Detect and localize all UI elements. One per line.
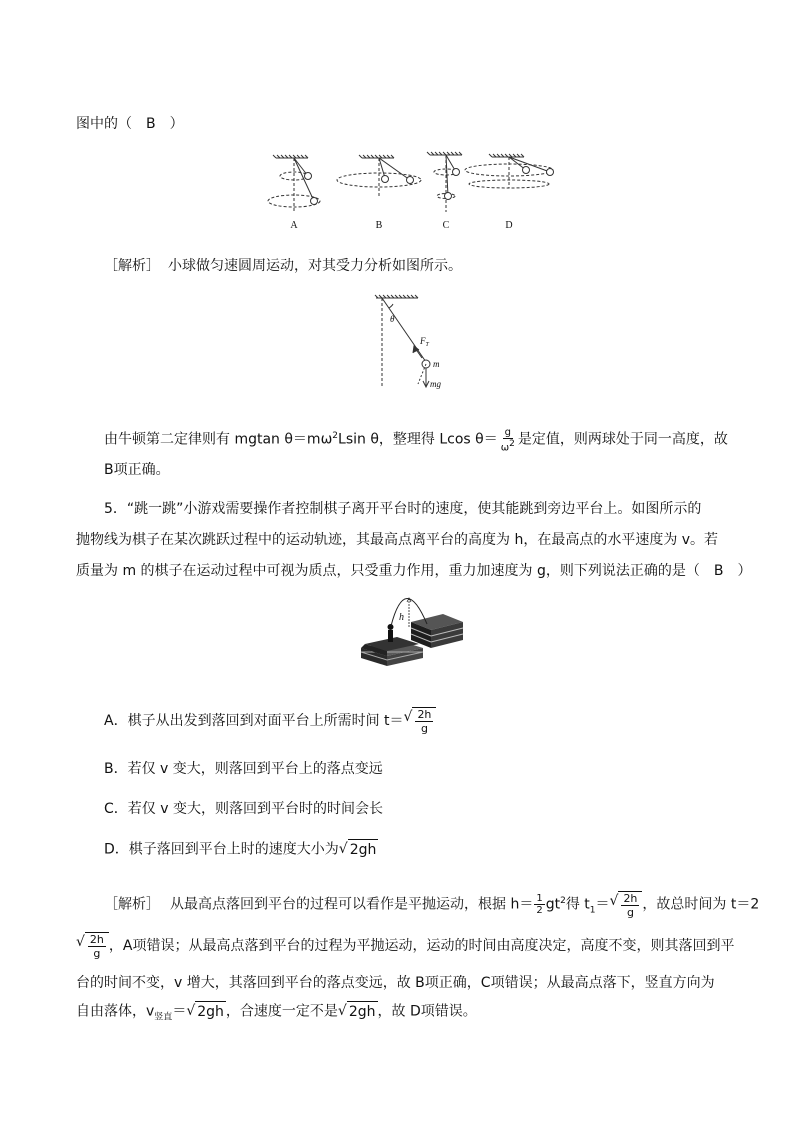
solution-tag: ［解析］: [104, 896, 160, 913]
solution-2-line-2: √ $\frac{2h}{g}$ ，A项错误；从最高点落到平台的过程为平抛运动，运动的时间由高度决定，高度不变，则其落回到平: [76, 933, 735, 960]
q5-line-3: 质量为 m 的棋子在运动过程中可视为质点，只受重力作用，重力加速度为 g，则下列说法正确的是（ B ）: [76, 563, 752, 579]
solution-2-line-1: ［解析］ 从最高点落回到平台的过程可以看作是平抛运动，根据 h＝ $\frac{1}{2}$ $gt^2$得 $t_1=$ √ $\frac{2h}{g}$ ，故总时间为 t＝2: [104, 891, 760, 919]
option-c: C．若仅 v 变大，则落回到平台时的时间会长: [104, 801, 383, 817]
newton-law-line-2: B项正确。: [104, 462, 170, 478]
solution-1-text: 小球做匀速圆周运动，对其受力分析如图所示。: [168, 258, 462, 274]
question-tail: 图中的（ B ）: [76, 116, 184, 132]
solution-2-line-4: 自由落体，$v_{竖直}=$ √ 2gh ，合速度一定不是 √ 2gh ，故 D项错误。: [76, 1003, 477, 1023]
law-sup: 2: [332, 431, 339, 441]
gravity-label: mg: [430, 379, 441, 389]
option-d: D．棋子落回到平台上时的速度大小为 √ 2gh: [104, 841, 377, 858]
sqrt-2h-over-g: √ $\frac{2h}{g}$: [404, 707, 437, 735]
q5-line-2: 抛物线为棋子在某次跳跃过程中的运动轨迹，其最高点离平台的高度为 h，在最高点的水平速度为 v。若: [76, 532, 719, 548]
conical-pendulum-options-figure: [262, 150, 562, 232]
option-a: A．棋子从出发到落回到对面平台上所需时间 t＝ √ $\frac{2h}{g}$: [104, 706, 436, 736]
law-part-2: Lsin θ，整理得 Lcos θ＝: [338, 431, 498, 448]
height-label: h: [399, 612, 404, 623]
solution-2-line-3: 台的时间不变，v 增大，其落回到平台的落点变远，故 B项正确，C项错误；从最高点落下，竖直方向为: [76, 975, 715, 991]
solution-tag: ［解析］: [104, 258, 160, 274]
g-over-omega2-fraction: $\frac{g}{\omega^2}$: [500, 426, 515, 453]
force-analysis-figure: [370, 292, 460, 390]
tension-label: $F_T$: [420, 336, 429, 348]
theta-label: θ: [390, 314, 395, 324]
law-part-3: 是定值，则两球处于同一高度，故: [517, 431, 728, 448]
fig1-label-b: B: [375, 220, 383, 231]
option-b: B．若仅 v 变大，则落回到平台上的落点变远: [104, 761, 383, 777]
fig1-label-c: C: [442, 220, 450, 231]
solution-1-line: [104, 256, 462, 276]
jump-game-figure: [357, 592, 469, 676]
law-part-1: 由牛顿第二定律则有 mgtan θ＝mω: [104, 431, 333, 448]
fig1-label-a: A: [290, 220, 298, 231]
q5-line-1: 5．“跳一跳”小游戏需要操作者控制棋子离开平台时的速度，使其能跳到旁边平台上。如图所示的: [104, 501, 702, 517]
sqrt-2gh: √ 2gh: [338, 841, 377, 858]
fig1-label-d: D: [505, 220, 513, 231]
mass-label: m: [433, 359, 440, 369]
newton-law-line: [104, 426, 728, 453]
